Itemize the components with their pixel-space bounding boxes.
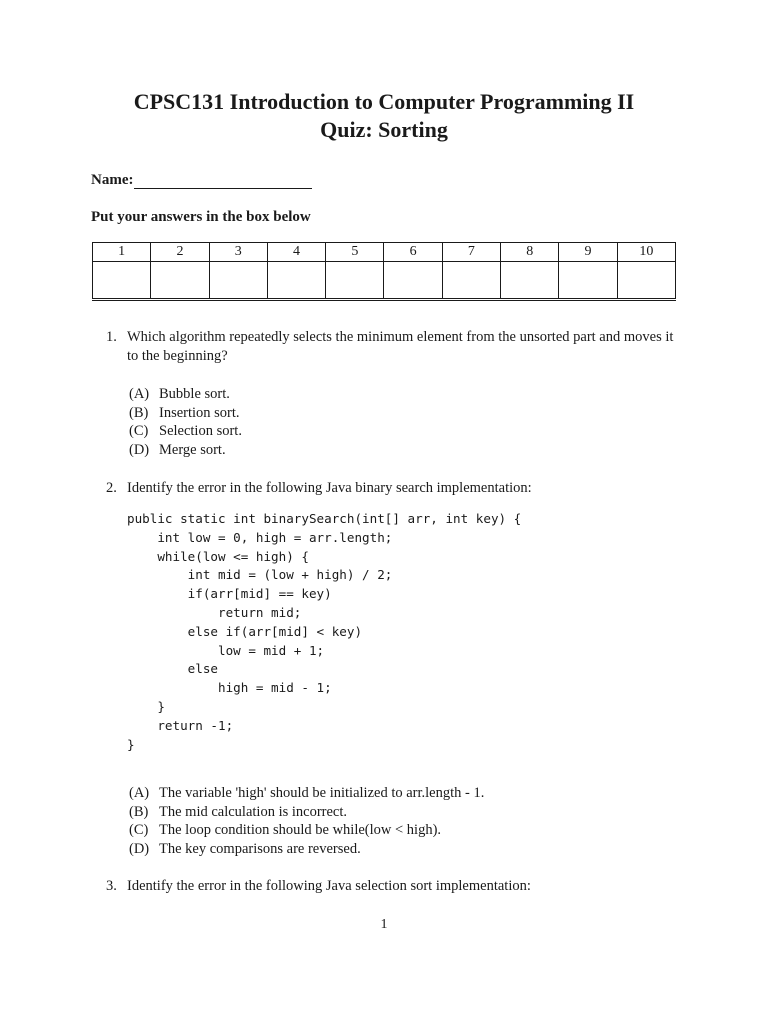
answer-box-7[interactable] bbox=[442, 262, 500, 300]
question-text: Which algorithm repeatedly selects the minimum element from the unsorted part and moves it to the beginning? bbox=[127, 329, 674, 364]
answer-grid-header: 8 bbox=[501, 243, 559, 262]
option-text: The key comparisons are reversed. bbox=[159, 841, 361, 858]
answer-grid-header: 4 bbox=[267, 243, 325, 262]
option-text: The mid calculation is incorrect. bbox=[159, 803, 348, 820]
question-number: 1. bbox=[106, 329, 117, 345]
code-block: public static int binarySearch(int[] arr, int key) { int low = 0, high = arr.length; while(low <= high) { int mid = (low + high) / 2; if(arr[mid] == key) return mid; else if(arr[mid] < key) low = mid + 1; else high = mid - 1; } return -1; } bbox=[127, 511, 522, 752]
question-text: Identify the error in the following Java selection sort implementation: bbox=[127, 878, 531, 894]
name-row bbox=[91, 172, 312, 189]
option-b bbox=[129, 404, 242, 423]
answer-grid-answer-row bbox=[93, 262, 676, 300]
option-c bbox=[129, 821, 484, 840]
option-letter: (D) bbox=[129, 442, 150, 459]
answer-box-2[interactable] bbox=[151, 262, 209, 300]
question-text: Identify the error in the following Java binary search implementation: bbox=[127, 480, 532, 496]
option-d bbox=[129, 840, 484, 859]
answer-grid-header-row bbox=[93, 243, 676, 262]
answer-grid-header: 10 bbox=[617, 243, 675, 262]
answer-grid-header: 7 bbox=[442, 243, 500, 262]
page-number: 1 bbox=[380, 917, 388, 932]
answer-grid-header: 2 bbox=[151, 243, 209, 262]
option-text: Selection sort. bbox=[159, 423, 242, 440]
question-2 bbox=[106, 479, 681, 498]
name-blank-line[interactable] bbox=[134, 172, 312, 189]
option-letter: (D) bbox=[129, 841, 150, 858]
question-1-options bbox=[129, 385, 242, 460]
instructions: Put your answers in the box below bbox=[91, 209, 311, 225]
option-d bbox=[129, 441, 242, 460]
option-text: Insertion sort. bbox=[159, 404, 240, 421]
option-letter: (B) bbox=[129, 404, 149, 421]
answer-grid-header: 3 bbox=[209, 243, 267, 262]
option-a bbox=[129, 784, 484, 803]
option-c bbox=[129, 422, 242, 441]
answer-grid-header: 9 bbox=[559, 243, 617, 262]
answer-box-10[interactable] bbox=[617, 262, 675, 300]
answer-grid-header: 5 bbox=[326, 243, 384, 262]
answer-box-4[interactable] bbox=[267, 262, 325, 300]
option-text: The loop condition should be while(low < high). bbox=[159, 822, 442, 839]
option-text: The variable 'high' should be initialized to arr.length - 1. bbox=[159, 785, 485, 801]
answer-box-6[interactable] bbox=[384, 262, 442, 300]
question-1 bbox=[106, 328, 681, 366]
option-b bbox=[129, 803, 484, 822]
question-number: 3. bbox=[106, 878, 117, 894]
answer-box-8[interactable] bbox=[501, 262, 559, 300]
answer-grid-header: 1 bbox=[93, 243, 151, 262]
answer-grid bbox=[92, 242, 676, 301]
question-number: 2. bbox=[106, 480, 117, 496]
answer-box-9[interactable] bbox=[559, 262, 617, 300]
option-a bbox=[129, 385, 242, 404]
question-2-options bbox=[129, 784, 484, 859]
option-text: Merge sort. bbox=[159, 442, 226, 459]
option-letter: (C) bbox=[129, 423, 149, 440]
page-subtitle: Quiz: Sorting bbox=[320, 117, 448, 142]
page-title: CPSC131 Introduction to Computer Programming II bbox=[133, 89, 635, 114]
option-letter: (A) bbox=[129, 785, 150, 801]
answer-box-5[interactable] bbox=[326, 262, 384, 300]
option-text: Bubble sort. bbox=[159, 386, 230, 402]
answer-box-1[interactable] bbox=[93, 262, 151, 300]
question-3 bbox=[106, 877, 681, 896]
answer-grid-header: 6 bbox=[384, 243, 442, 262]
option-letter: (A) bbox=[129, 386, 150, 402]
option-letter: (B) bbox=[129, 803, 149, 820]
option-letter: (C) bbox=[129, 822, 149, 839]
answer-box-3[interactable] bbox=[209, 262, 267, 300]
name-label: Name: bbox=[91, 172, 134, 188]
